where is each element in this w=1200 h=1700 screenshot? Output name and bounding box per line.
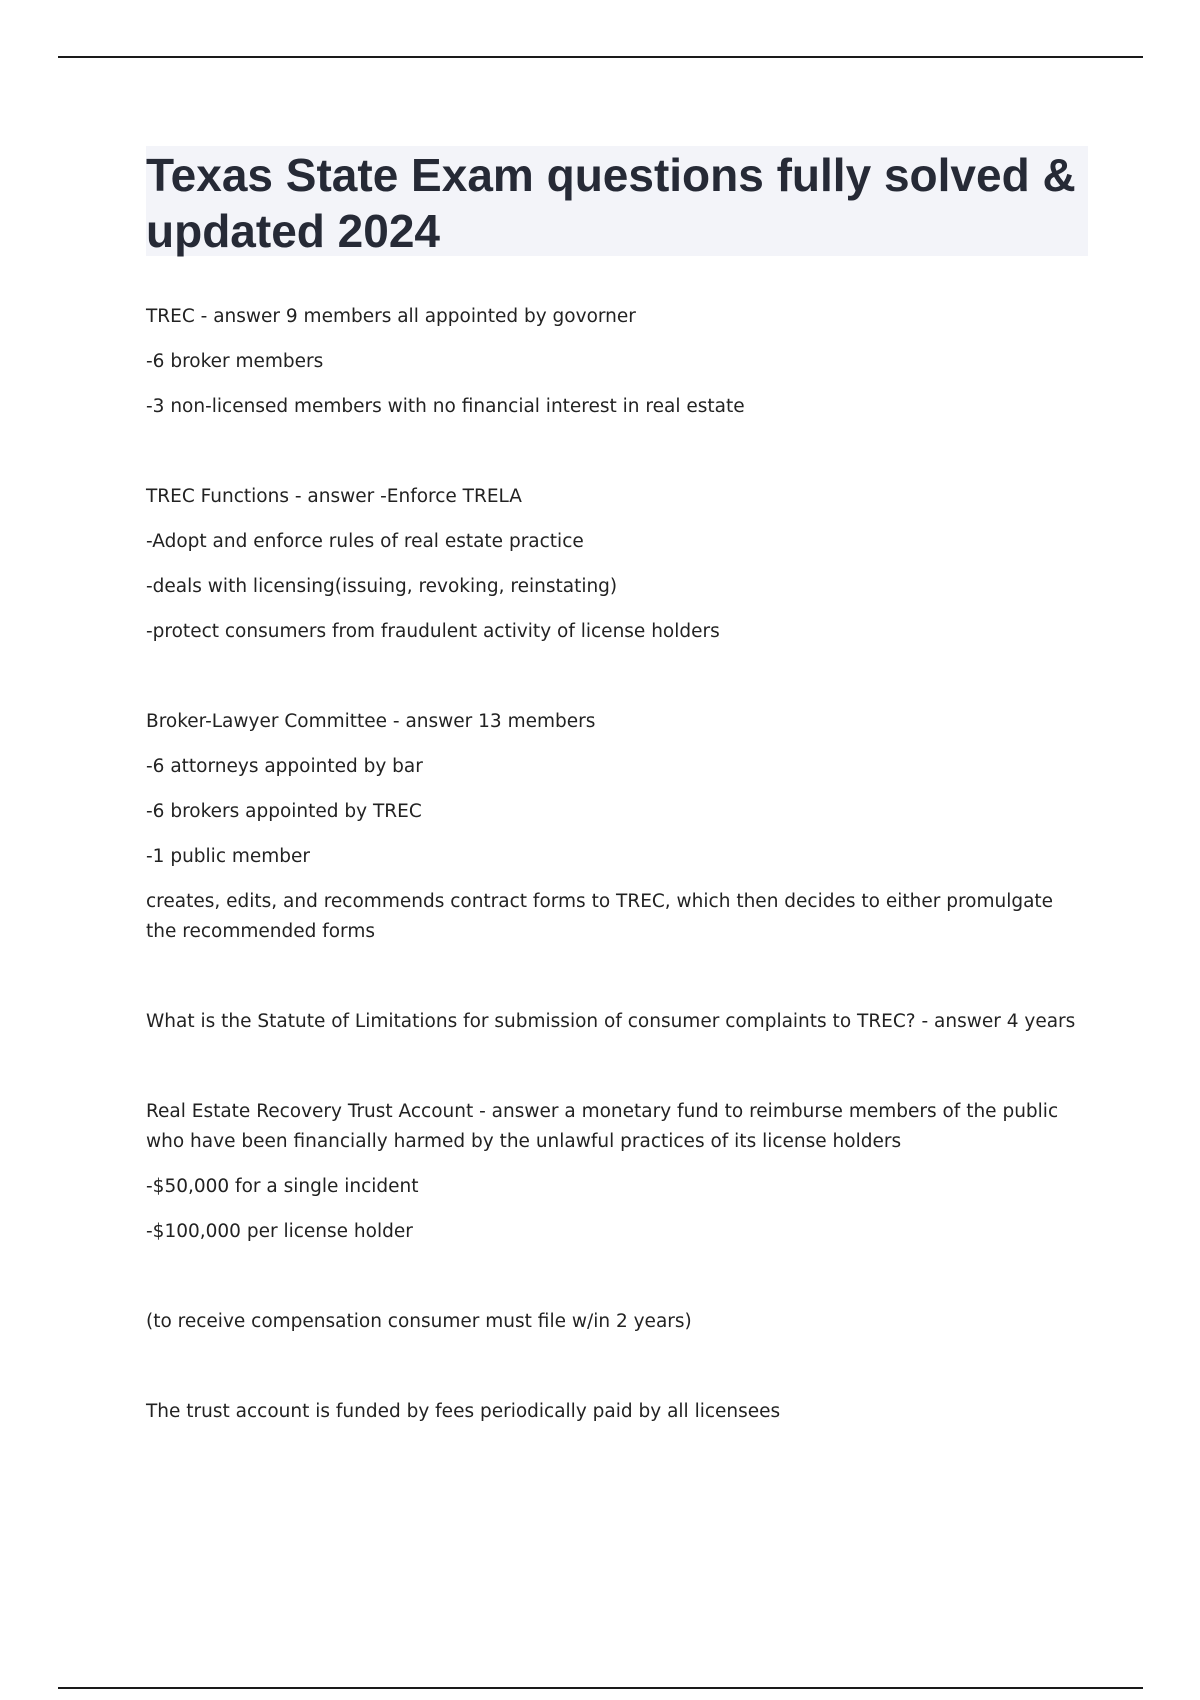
text-line: -1 public member (146, 846, 311, 867)
text-line: -protect consumers from fraudulent activity of license holders (146, 621, 720, 642)
text-line: -6 attorneys appointed by bar (146, 756, 423, 777)
spacer (146, 1352, 1081, 1397)
bottom-rule (58, 1687, 1143, 1689)
text-line: -Adopt and enforce rules of real estate practice (146, 531, 584, 552)
text-line: (to receive compensation consumer must file w/in 2 years) (146, 1311, 692, 1332)
text-line: -6 brokers appointed by TREC (146, 801, 422, 822)
text-paragraph: creates, edits, and recommends contract forms to TREC, which then decides to either promulgate the recommended forms (146, 891, 1054, 942)
spacer (146, 1262, 1081, 1307)
text-line: -deals with licensing(issuing, revoking, reinstating) (146, 576, 618, 597)
spacer (146, 962, 1081, 1007)
text-line: TREC - answer 9 members all appointed by govorner (146, 306, 636, 327)
document-title: Texas State Exam questions fully solved & updated 2024 (146, 149, 1076, 257)
text-line: -$50,000 for a single incident (146, 1176, 419, 1197)
document-body (146, 302, 1081, 1442)
text-line: -$100,000 per license holder (146, 1221, 413, 1242)
spacer (146, 662, 1081, 707)
text-line: The trust account is funded by fees periodically paid by all licensees (146, 1401, 781, 1422)
spacer (146, 437, 1081, 482)
top-rule (58, 56, 1143, 58)
spacer (146, 1052, 1081, 1097)
text-line: TREC Functions - answer -Enforce TRELA (146, 486, 522, 507)
text-line: What is the Statute of Limitations for submission of consumer complaints to TREC? - answer 4 years (146, 1011, 1076, 1032)
text-paragraph: Real Estate Recovery Trust Account - answer a monetary fund to reimburse members of the public who have been financially harmed by the unlawful practices of its license holders (146, 1101, 1059, 1152)
text-line: -6 broker members (146, 351, 324, 372)
text-line: -3 non-licensed members with no financial interest in real estate (146, 396, 745, 417)
text-line: Broker-Lawyer Committee - answer 13 members (146, 711, 596, 732)
